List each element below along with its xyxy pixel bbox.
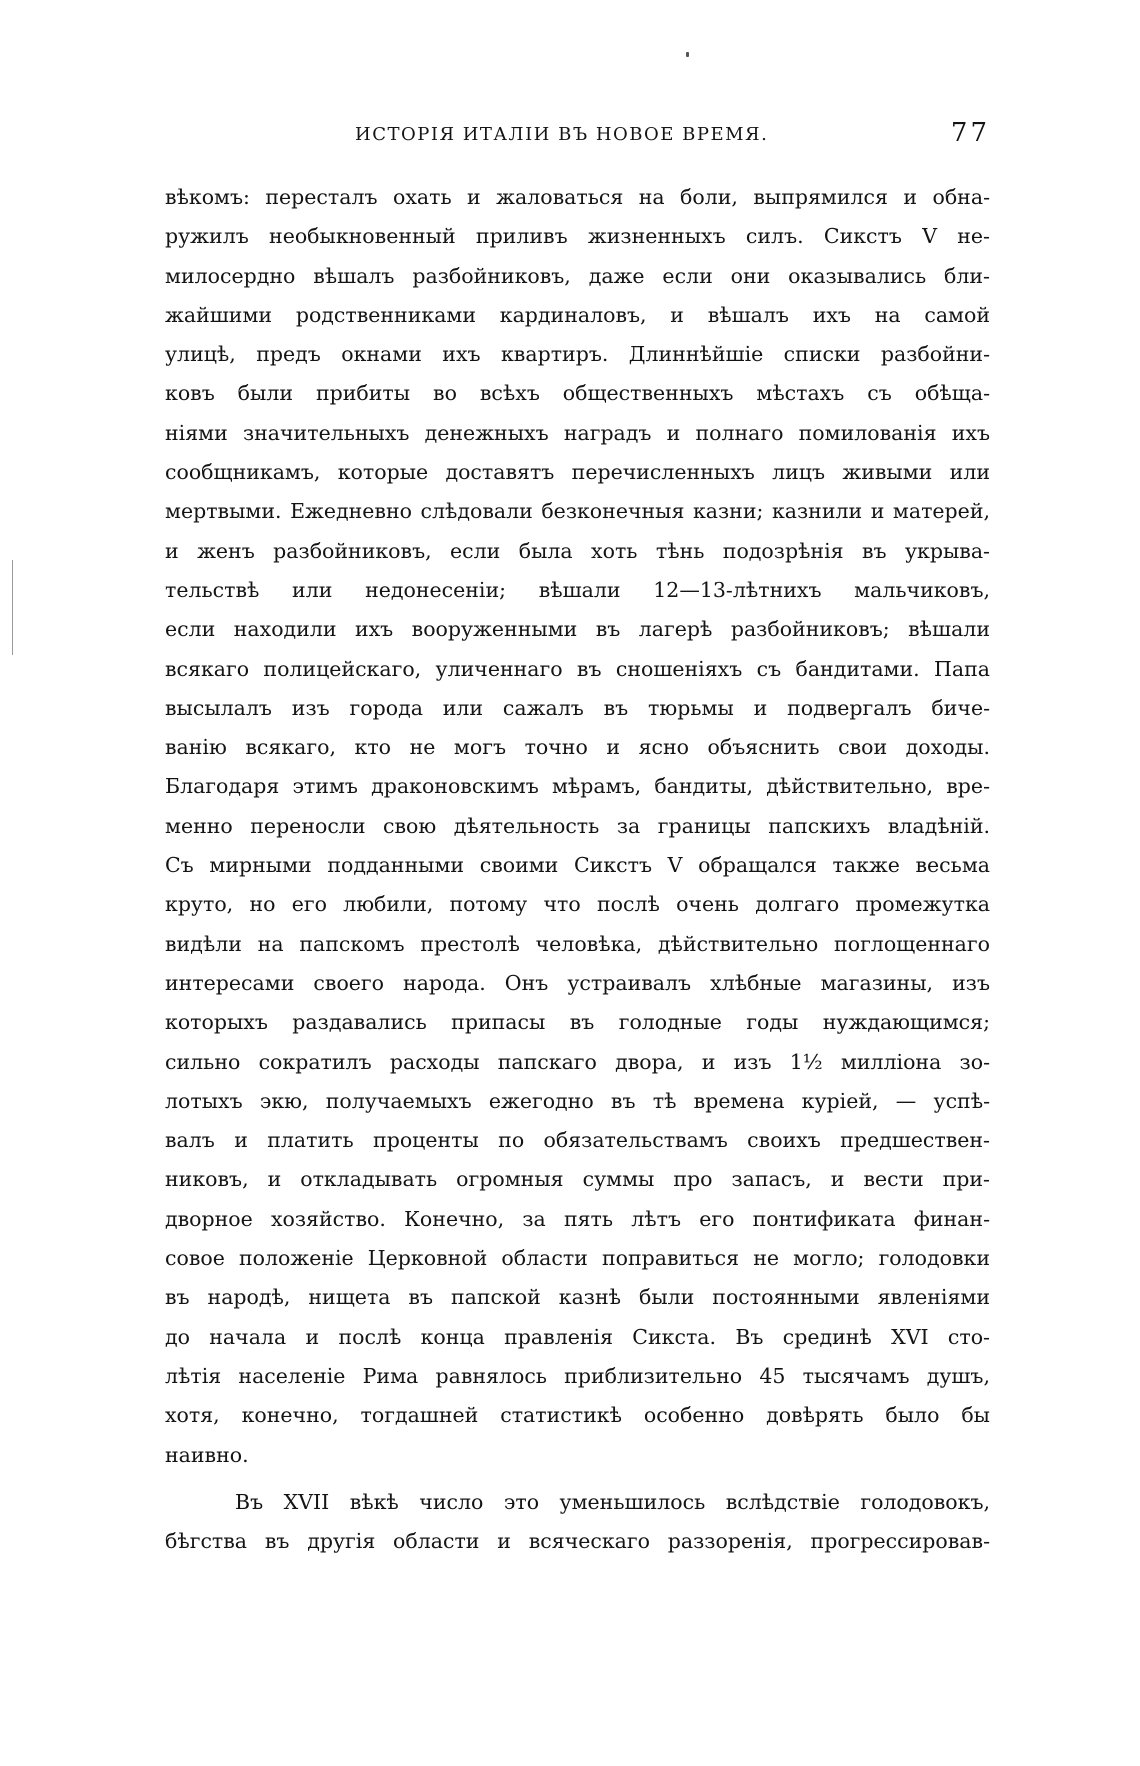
text-line: сильно сократилъ расходы папскаго двора, и изъ 1½ милліона зо- <box>165 1049 990 1074</box>
text-line: лотыхъ экю, получаемыхъ ежегодно въ тѣ времена куріей, — успѣ- <box>165 1088 990 1113</box>
text-line: сообщникамъ, которые доставятъ перечисленныхъ лицъ живыми или <box>165 460 990 485</box>
text-line: тельствѣ или недонесеніи; вѣшали 12—13-лѣтнихъ мальчиковъ, <box>165 577 990 602</box>
text-line: въ народѣ, нищета въ папской казнѣ были постоянными явленіями <box>165 1285 990 1310</box>
text-line: которыхъ раздавались припасы въ голодные годы нуждающимся; <box>165 1010 990 1035</box>
paragraph <box>165 1483 990 1562</box>
text-line: менно переносли свою дѣятельность за границы папскихъ владѣній. <box>165 813 990 838</box>
text-line: ніями значительныхъ денежныхъ наградъ и полнаго помилованія ихъ <box>165 420 990 445</box>
text-line: хотя, конечно, тогдашней статистикѣ особенно довѣрять было бы <box>165 1403 990 1428</box>
paragraph-gap <box>165 1475 990 1483</box>
text-line: Благодаря этимъ драконовскимъ мѣрамъ, бандиты, дѣйствительно, вре- <box>165 774 990 799</box>
text-line: милосердно вѣшалъ разбойниковъ, даже если они оказывались бли- <box>165 263 990 288</box>
text-line: наивно. <box>165 1442 249 1467</box>
text-line: дворное хозяйство. Конечно, за пять лѣтъ его понтификата финан- <box>165 1206 990 1231</box>
page-number: 77 <box>950 118 990 148</box>
text-line: ванію всякаго, кто не могъ точно и ясно объяснить свои доходы. <box>165 735 990 760</box>
text-line: Въ XVII вѣкѣ число это уменьшилось вслѣдствіе голодовокъ, <box>235 1489 990 1514</box>
text-line: и женъ разбойниковъ, если была хоть тѣнь подозрѣнія въ укрыва- <box>165 538 990 563</box>
text-line: ковъ были прибиты во всѣхъ общественныхъ мѣстахъ съ обѣща- <box>165 381 990 406</box>
print-speck <box>686 52 689 57</box>
text-line: круто, но его любили, потому что послѣ очень долгаго промежутка <box>165 892 990 917</box>
text-line: Съ мирными подданными своими Сикстъ V обращался также весьма <box>165 853 990 878</box>
text-line: всякаго полицейскаго, уличеннаго въ сношеніяхъ съ бандитами. Папа <box>165 656 990 681</box>
text-line: ружилъ необыкновенный приливъ жизненныхъ силъ. Сикстъ V не- <box>165 224 990 249</box>
text-line: если находили ихъ вооруженными въ лагерѣ разбойниковъ; вѣшали <box>165 617 990 642</box>
text-line: до начала и послѣ конца правленія Сикста. Въ срединѣ XVI сто- <box>165 1324 990 1349</box>
text-line: валъ и платить проценты по обязательствамъ своихъ предшествен- <box>165 1128 990 1153</box>
body-text <box>165 178 990 1561</box>
text-line: видѣли на папскомъ престолѣ человѣка, дѣйствительно поглощеннаго <box>165 931 990 956</box>
text-line: лѣтія населеніе Рима равнялось приблизительно 45 тысячамъ душъ, <box>165 1363 990 1388</box>
text-line: бѣгства въ другія области и всяческаго раззоренія, прогрессировав- <box>165 1529 990 1554</box>
text-line: никовъ, и откладывать огромныя суммы про запасъ, и вести при- <box>165 1167 990 1192</box>
text-line: улицѣ, предъ окнами ихъ квартиръ. Длиннѣйшіе списки разбойни- <box>165 342 990 367</box>
text-line: интересами своего народа. Онъ устраивалъ хлѣбные магазины, изъ <box>165 970 990 995</box>
page-header <box>165 118 990 158</box>
paragraph <box>165 178 990 1475</box>
margin-scan-line <box>12 560 13 655</box>
text-line: вѣкомъ: пересталъ охать и жаловаться на боли, выпрямился и обна- <box>165 185 990 209</box>
text-line: мертвыми. Ежедневно слѣдовали безконечныя казни; казнили и матерей, <box>165 499 990 524</box>
text-line: совое положеніе Церковной области поправиться не могло; голодовки <box>165 1246 990 1271</box>
text-line: жайшими родственниками кардиналовъ, и вѣшалъ ихъ на самой <box>165 302 990 327</box>
text-line: высылалъ изъ города или сажалъ въ тюрьмы и подвергалъ биче- <box>165 695 990 720</box>
running-title: ИСТОРІЯ ИТАЛІИ ВЪ НОВОЕ ВРЕМЯ. <box>355 124 769 145</box>
